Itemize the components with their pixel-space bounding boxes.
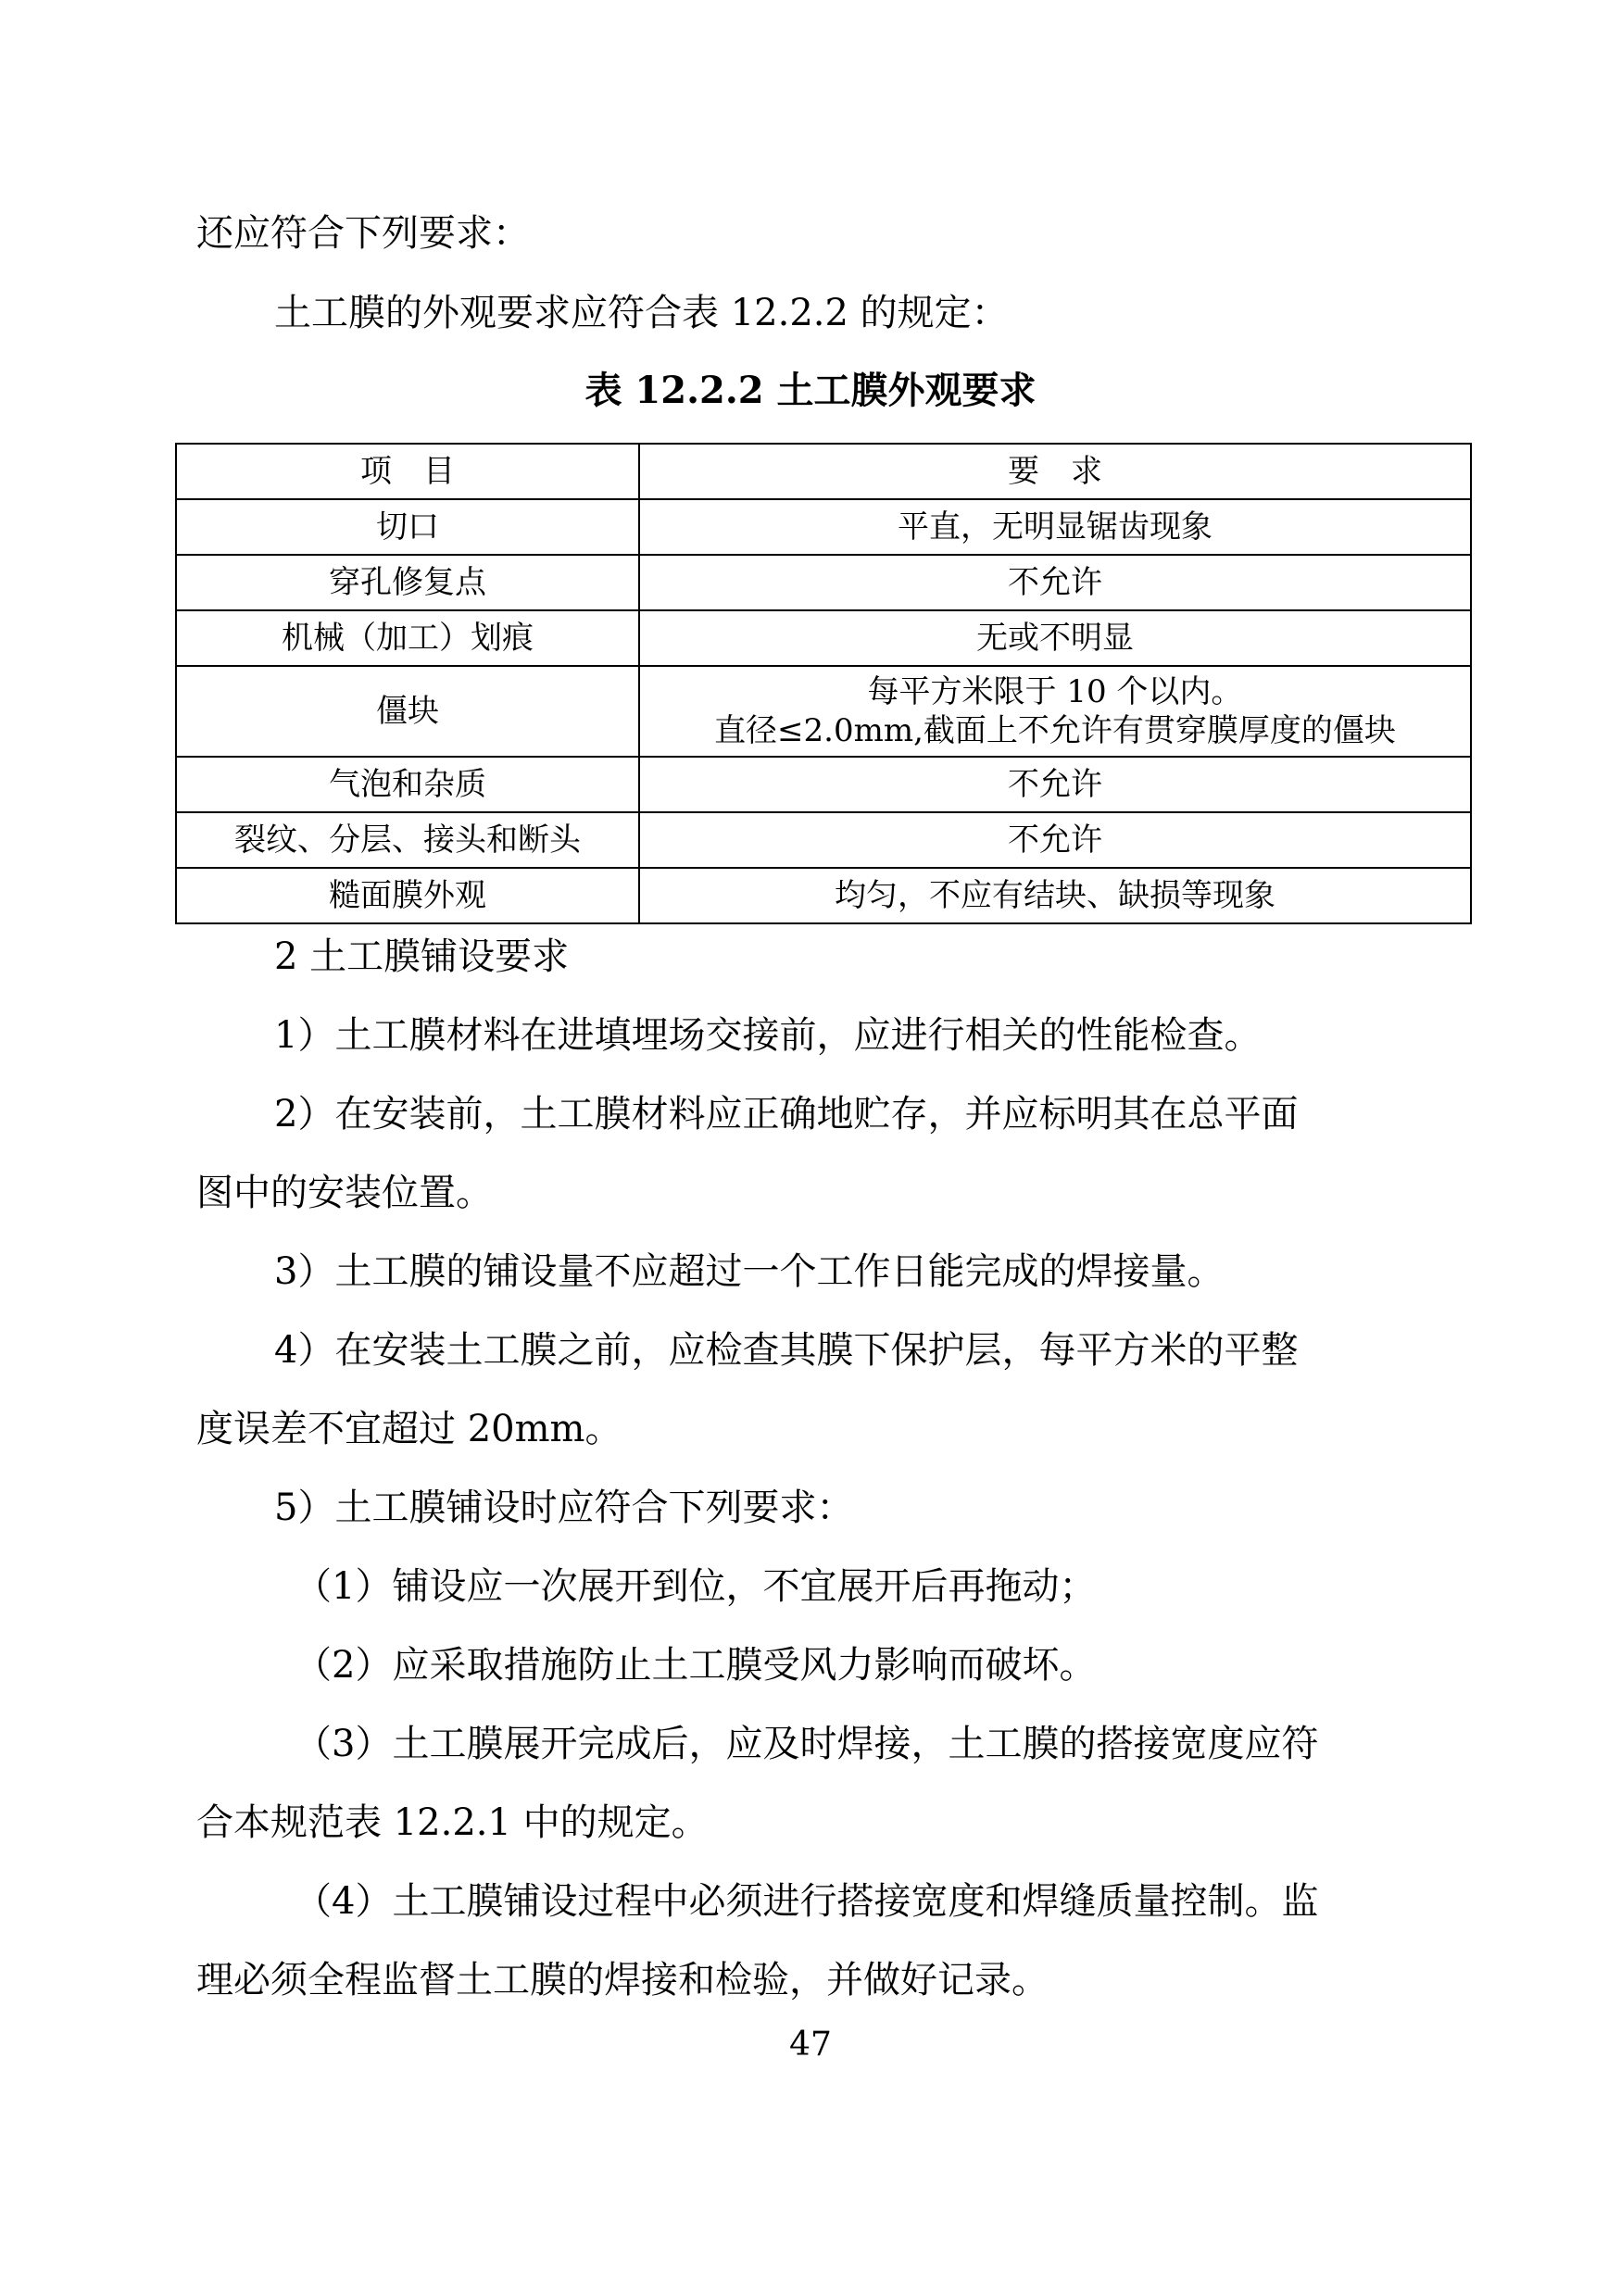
list-item-continuation: 图中的安装位置。 [196, 1172, 493, 1214]
list-item: 5）土工膜铺设时应符合下列要求： [274, 1487, 854, 1529]
cell-requirement: 不允许 [639, 812, 1471, 868]
cell-requirement-line: 直径≤2.0mm,截面上不允许有贯穿膜厚度的僵块 [714, 712, 1396, 749]
sub-list-item: （1）铺设应一次展开到位，不宜展开后再拖动； [295, 1565, 1097, 1608]
table-row [176, 610, 1471, 666]
table-row [176, 812, 1471, 868]
sub-list-item: （2）应采取措施防止土工膜受风力影响而破坏。 [295, 1644, 1097, 1687]
cell-item: 气泡和杂质 [176, 757, 639, 812]
table-header-row [176, 444, 1471, 499]
table-row [176, 868, 1471, 923]
cell-item: 裂纹、分层、接头和断头 [176, 812, 639, 868]
header-item: 项 目 [176, 444, 639, 499]
cell-requirement [639, 666, 1471, 757]
table-reference-paragraph: 土工膜的外观要求应符合表 12.2.2 的规定： [274, 292, 1009, 334]
section-heading: 2 土工膜铺设要求 [274, 935, 570, 978]
table-row [176, 666, 1471, 757]
cell-item: 穿孔修复点 [176, 555, 639, 610]
table-row [176, 757, 1471, 812]
cell-item: 机械（加工）划痕 [176, 610, 639, 666]
cell-requirement: 无或不明显 [639, 610, 1471, 666]
appearance-requirements-table [175, 443, 1472, 924]
cell-item: 切口 [176, 499, 639, 555]
sub-list-item: （3）土工膜展开完成后，应及时焊接，土工膜的搭接宽度应符 [295, 1723, 1319, 1765]
cell-item: 糙面膜外观 [176, 868, 639, 923]
page-number: 47 [789, 2026, 832, 2064]
cell-requirement: 不允许 [639, 757, 1471, 812]
list-item: 4）在安装土工膜之前，应检查其膜下保护层，每平方米的平整 [274, 1329, 1299, 1372]
cell-requirement-line: 每平方米限于 10 个以内。 [867, 673, 1243, 710]
cell-requirement: 平直，无明显锯齿现象 [639, 499, 1471, 555]
table-row [176, 555, 1471, 610]
list-item: 2）在安装前，土工膜材料应正确地贮存，并应标明其在总平面 [274, 1093, 1299, 1135]
table-row [176, 499, 1471, 555]
table-caption: 表 12.2.2 土工膜外观要求 [584, 369, 1037, 412]
sub-list-item-continuation: 合本规范表 12.2.1 中的规定。 [196, 1801, 709, 1844]
intro-paragraph: 还应符合下列要求： [196, 212, 530, 255]
sub-list-item: （4）土工膜铺设过程中必须进行搭接宽度和焊缝质量控制。监 [295, 1880, 1319, 1923]
list-item-continuation: 度误差不宜超过 20mm。 [196, 1408, 622, 1450]
cell-requirement: 不允许 [639, 555, 1471, 610]
header-requirement: 要 求 [639, 444, 1471, 499]
cell-item: 僵块 [176, 666, 639, 757]
sub-list-item-continuation: 理必须全程监督土工膜的焊接和检验，并做好记录。 [196, 1959, 1049, 2001]
list-item: 3）土工膜的铺设量不应超过一个工作日能完成的焊接量。 [274, 1250, 1225, 1293]
list-item: 1）土工膜材料在进填埋场交接前，应进行相关的性能检查。 [274, 1014, 1262, 1057]
cell-requirement: 均匀，不应有结块、缺损等现象 [639, 868, 1471, 923]
